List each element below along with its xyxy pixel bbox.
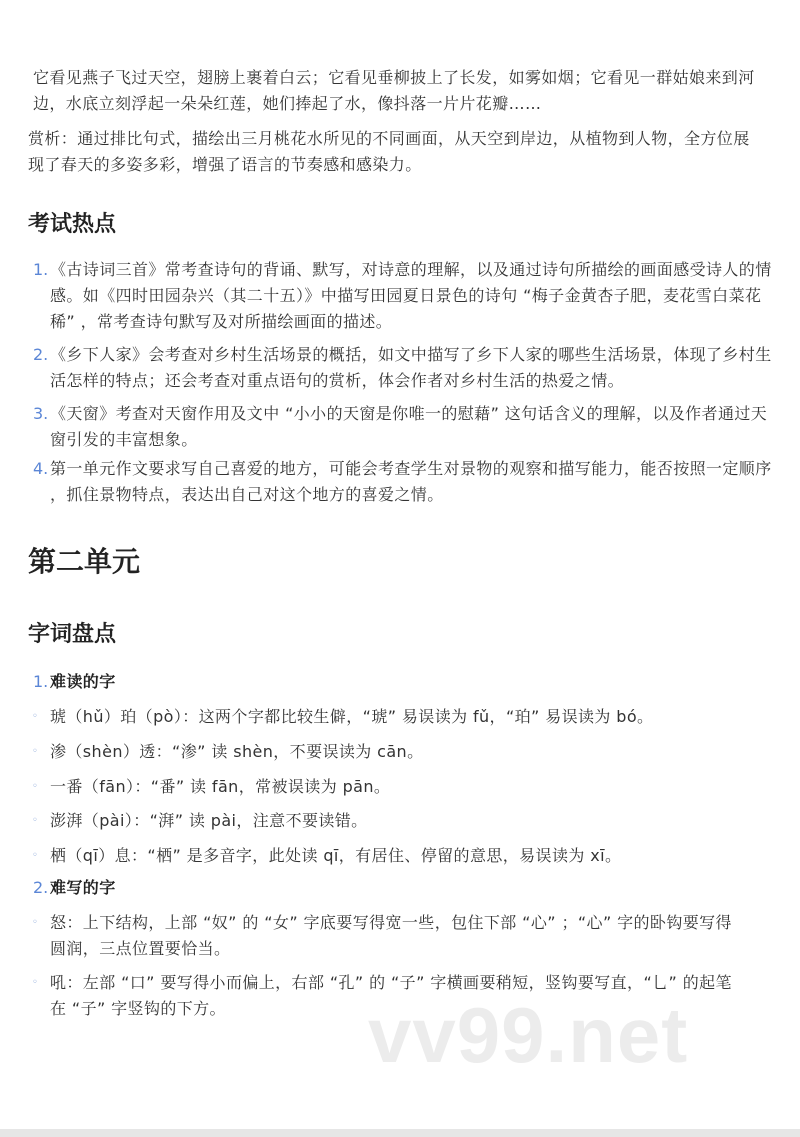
text-line: 边，水底立刻浮起一朵朵红莲，她们捧起了水，像抖落一片片花瓣…… <box>33 94 542 113</box>
text-line: ，抓住景物特点，表达出自己对这个地方的喜爱之情。 <box>50 485 444 504</box>
text-line: 《乡下人家》会考查对乡村生活场景的概括，如文中描写了乡下人家的哪些生活场景，体现了乡村生 <box>50 345 772 364</box>
intro-analysis <box>28 126 800 178</box>
watermark: vv99.net <box>368 991 689 1079</box>
text-line: 现了春天的多姿多彩，增强了语言的节奏感和感染力。 <box>28 155 422 174</box>
list-number: 4. <box>33 459 49 478</box>
bullet-icon: ◦ <box>32 917 38 928</box>
section-heading: 字词盘点 <box>28 622 117 647</box>
bullet-icon: ◦ <box>32 815 38 826</box>
list-number: 2. <box>33 345 49 364</box>
bullet-icon: ◦ <box>32 977 38 988</box>
bottom-bar <box>0 1129 800 1137</box>
text-line: 在 “子” 字竖钩的下方。 <box>50 999 226 1018</box>
text-line: 窗引发的丰富想象。 <box>50 430 198 449</box>
text-line: 栖（qī）息：“栖” 是多音字，此处读 qī，有居住、停留的意思，易误读为 xī。 <box>50 846 622 865</box>
subheading: 难读的字 <box>50 672 116 691</box>
bullet-icon: ◦ <box>32 781 38 792</box>
text-line: 赏析：通过排比句式，描绘出三月桃花水所见的不同画面，从天空到岸边，从植物到人物，全方位展 <box>28 129 750 148</box>
bullet-icon: ◦ <box>32 711 38 722</box>
text-line: 澎湃（pài）：“湃” 读 pài，注意不要读错。 <box>50 811 368 830</box>
subheading: 难写的字 <box>50 878 116 897</box>
bullet-icon: ◦ <box>32 850 38 861</box>
text-line: 感。如《四时田园杂兴（其二十五）》中描写田园夏日景色的诗句 “梅子金黄杏子肥，麦花雪白菜花 <box>50 286 762 305</box>
text-line: 一番（fān）：“番” 读 fān，常被误读为 pān。 <box>50 777 391 796</box>
text-line: 《天窗》考查对天窗作用及文中 “小小的天窗是你唯一的慰藉” 这句话含义的理解，以及作者通过天 <box>50 404 768 423</box>
list-number: 1. <box>33 672 49 691</box>
intro-quote <box>33 65 800 117</box>
exam-heading: 考试热点 <box>28 212 117 237</box>
list-number: 2. <box>33 878 49 897</box>
text-line: 怒：上下结构，上部 “奴” 的 “女” 字底要写得宽一些，包住下部 “心” ；“心” 字的卧钩要写得 <box>50 913 732 932</box>
bullet-icon: ◦ <box>32 746 38 757</box>
text-line: 稀” ，常考查诗句默写及对所描绘画面的描述。 <box>50 312 393 331</box>
text-line: 《古诗词三首》常考查诗句的背诵、默写，对诗意的理解，以及通过诗句所描绘的画面感受诗人的情 <box>50 260 772 279</box>
text-line: 活怎样的特点；还会考查对重点语句的赏析，体会作者对乡村生活的热爱之情。 <box>50 371 625 390</box>
text-line: 琥（hǔ）珀（pò）：这两个字都比较生僻，“琥” 易误读为 fǔ，“珀” 易误读为 bó。 <box>50 707 654 726</box>
text-line: 吼：左部 “口” 要写得小而偏上，右部 “孔” 的 “子” 字横画要稍短，竖钩要写直，“乚” 的起笔 <box>50 973 732 992</box>
unit-title: 第二单元 <box>28 545 141 578</box>
text-line: 它看见燕子飞过天空，翅膀上裹着白云；它看见垂柳披上了长发，如雾如烟；它看见一群姑娘来到河 <box>33 68 755 87</box>
text-line: 第一单元作文要求写自己喜爱的地方，可能会考查学生对景物的观察和描写能力，能否按照一定顺序 <box>50 459 772 478</box>
text-line: 渗（shèn）透：“渗” 读 shèn，不要误读为 cān。 <box>50 742 424 761</box>
list-number: 3. <box>33 404 49 423</box>
text-line: 圆润，三点位置要恰当。 <box>50 939 231 958</box>
list-number: 1. <box>33 260 49 279</box>
